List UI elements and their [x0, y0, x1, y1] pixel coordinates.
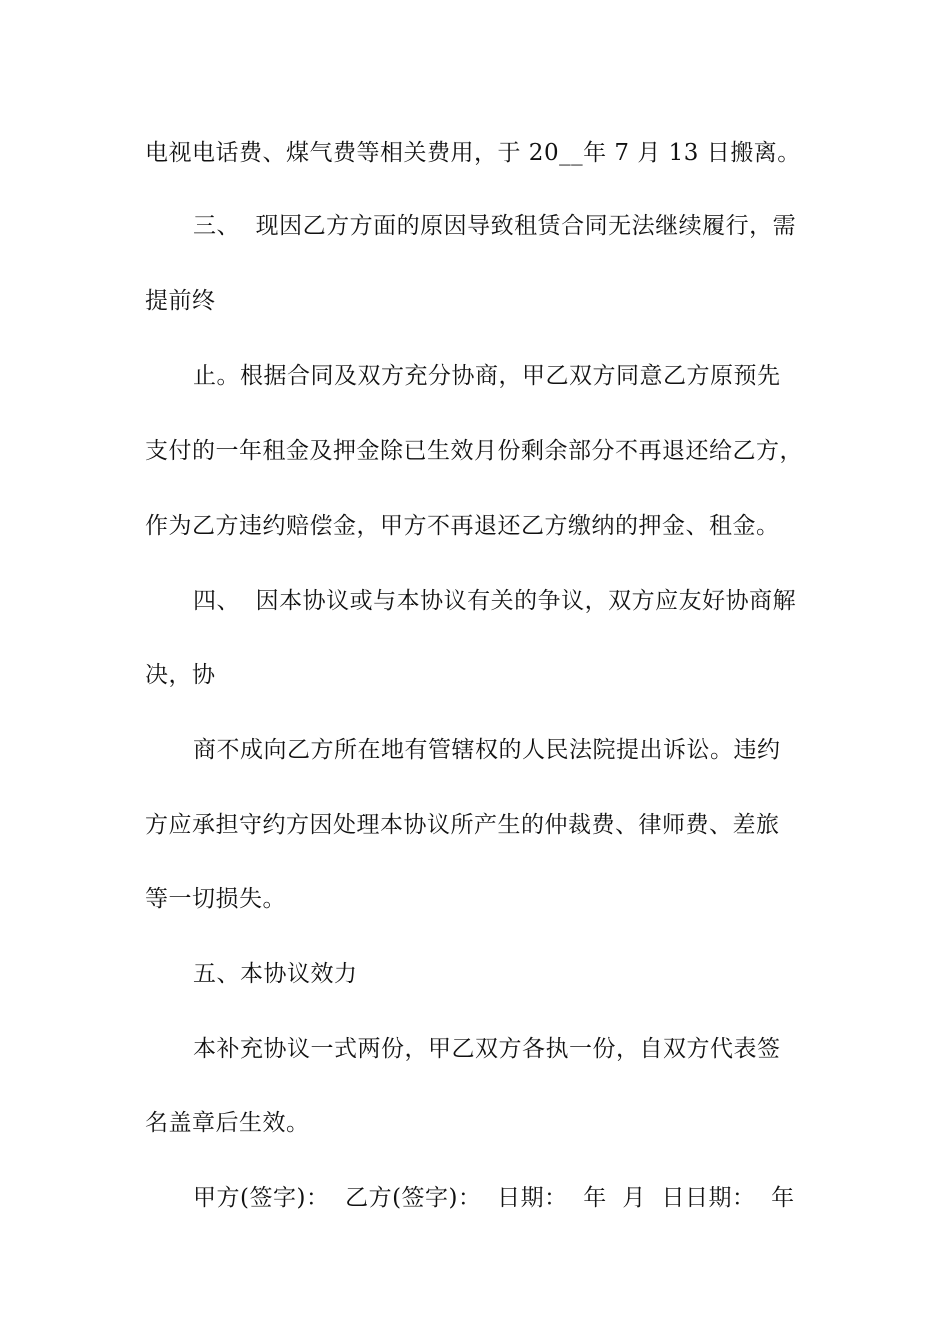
text-line: 电视电话费、煤气费等相关费用，于 20__年 7 月 13 日搬离。	[145, 140, 801, 166]
text-line: 支付的一年租金及押金除已生效月份剩余部分不再退还给乙方，	[145, 438, 803, 464]
text-line: 商不成向乙方所在地有管辖权的人民法院提出诉讼。违约	[193, 737, 781, 763]
text-line: 方应承担守约方因处理本协议所产生的仲裁费、律师费、差旅	[145, 812, 780, 838]
text-line: 本补充协议一式两份，甲乙双方各执一份，自双方代表签	[193, 1036, 781, 1062]
clause-4-heading: 四、 因本协议或与本协议有关的争议，双方应友好协商解	[193, 588, 797, 614]
text-line: 提前终	[145, 288, 216, 314]
clause-3-heading: 三、 现因乙方方面的原因导致租赁合同无法继续履行，需	[193, 213, 797, 239]
text-line: 止。根据合同及双方充分协商，甲乙双方同意乙方原预先	[193, 363, 781, 389]
text-line: 作为乙方违约赔偿金，甲方不再退还乙方缴纳的押金、租金。	[145, 513, 780, 539]
text-line: 等一切损失。	[145, 886, 286, 912]
text-line: 决，协	[145, 662, 216, 688]
signature-line: 甲方(签字)： 乙方(签字)： 日期： 年 月 日日期： 年	[193, 1185, 795, 1211]
clause-5-heading: 五、本协议效力	[193, 961, 358, 987]
text-line: 名盖章后生效。	[145, 1110, 310, 1136]
